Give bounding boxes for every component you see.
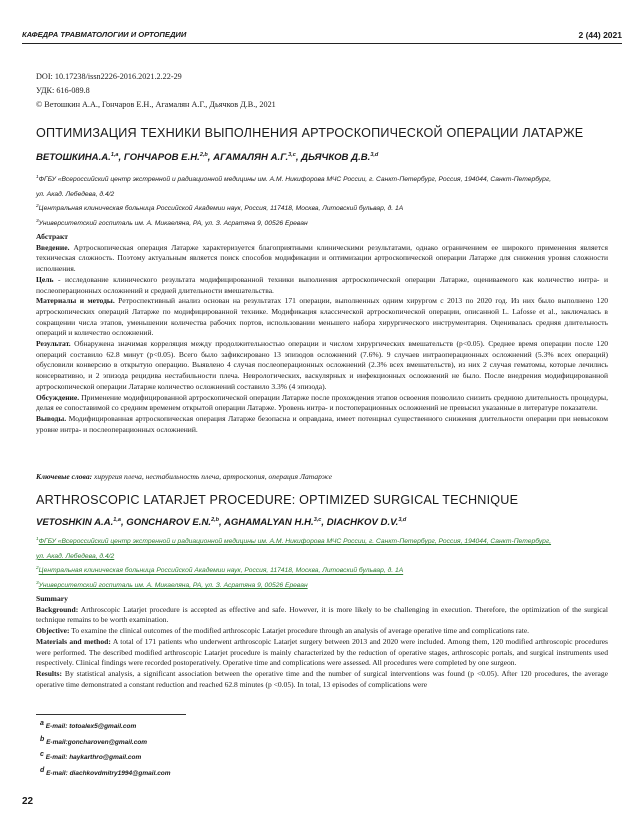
abstract-ru [36, 232, 608, 435]
issue-number: 2 (44) 2021 [578, 30, 622, 40]
abstract-heading: Summary [36, 594, 68, 603]
abstract-en [36, 594, 608, 690]
title-ru: ОПТИМИЗАЦИЯ ТЕХНИКИ ВЫПОЛНЕНИЯ АРТРОСКОПИЧЕСКОЙ ОПЕРАЦИИ ЛАТАРЖЕ [36, 126, 584, 140]
header-rule [22, 43, 622, 44]
affiliation-line: $^3$Университетский госпиталь им. А. Микаеляна, РА, ул. З. Асратяна 9, 00526 Ереван [36, 581, 308, 590]
author-name: ГОНЧАРОВ Е.Н. [123, 152, 200, 164]
running-header [22, 30, 622, 44]
keywords-label: Ключевые слова: [36, 472, 93, 481]
footnote-email: $^c$ E-mail: haykarthro@gmail.com [40, 751, 142, 762]
author-name: GONCHAROV E.N. [126, 517, 212, 529]
udc: УДК: 616-089.8 [36, 86, 90, 95]
author-name: ДЬЯЧКОВ Д.В. [301, 152, 371, 164]
affiliation-line: $^3$Университетский госпиталь им. А. Микаеляна, РА, ул. З. Асратяна 9, 00526 Ереван [36, 219, 308, 228]
author-name: ВЕТОШКИНА.А. [36, 152, 111, 164]
page-number: 22 [22, 796, 34, 807]
abstract-heading: Абстракт [36, 232, 69, 241]
title-en: ARTHROSCOPIC LATARJET PROCEDURE: OPTIMIZED SURGICAL TECHNIQUE [36, 493, 519, 507]
abstract-section: Материалы и методы. Ретроспективный анализ основан на результатах 171 операции, выполненных одним хирургом с 2013 по 2020 год. Из них было выполнено 120 артроскопических операций Латарже по модифицированной технике. Модификация классической артроскопической операции, описанной L. Lafosse et al., заключалась в сокращении числа этапов, уменьшении количества рабочих портов, использовании меньшего набора хирургического инструментария. Оценивалась средняя длительность операций и количество осложнений. [36, 296, 608, 338]
abstract-section: Results: By statistical analysis, a significant association between the operative time and the number of surgical interventions was found (p <0.05). After 120 procedures, the average operative time demonstrated a constant reduction and reached 62.8 minutes (p <0.05). In total, 13 episodes of complications were [36, 668, 608, 689]
abstract-section: Обсуждение. Применение модифицированной артроскопической операции Латарже после прохождения этапов освоения позволило снизить среднюю длительность процедуры, делая ее сопоставимой со средним временем открытой операции Латарже. Уровень интра- и постоперационных осложнений не превысил указанные в литературе показатели. [36, 392, 608, 413]
footnotes [40, 718, 171, 781]
affiliation-line: $^1$ФГБУ «Всероссийский центр экстренной и радиационной медицины им. А.М. Никифорова МЧС России, г. Санкт-Петербург, Россия, 194044, Санкт-Петербург, [36, 537, 552, 546]
author-name: DIACHKOV D.V. [326, 517, 399, 529]
author-sup: 1,a [113, 517, 121, 523]
footnote-email: $^d$ E-mail: diachkovdmitry1994@gmail.com [40, 766, 171, 778]
author-name: VETOSHKIN A.A. [36, 517, 114, 529]
abstract-section: Результат. Обнаружена значимая корреляция между продолжительностью операции и числом хирургических вмешательств (p<0.05). Среднее время операции после 120 операций составило 62.8 минут (p<0.05). Всего было зафиксировано 13 эпизодов осложнений (7.6%). 9 случаев интраоперационных осложнений (5.3% всех операций) обусловили конверсию в открытую операцию. Выявлено 4 случая послеоперационных осложнений (2.3% всех вмешательств), из них 2 случая гематомы, которые лечились консервативно, и 2 эпизода рецидива нестабильности плеча. Неврологических, васкулярных и инфекционных осложнений не было. После внедрения модифицированной артроскопической операции Латарже количество осложнений составило 3.3% (4 эпизода). [36, 339, 608, 391]
affiliation-line: ул. Акад. Лебедева, д.4/2 [36, 190, 115, 198]
author-sup: 3,d [398, 517, 407, 523]
author-sup: 3,c [313, 517, 322, 523]
abstract-section: Background: Arthroscopic Latarjet procedure is accepted as effective and safe. However, it is more likely to be challenging in execution. Therefore, the optimization of the surgical technique remains to be worth examination. [36, 604, 608, 625]
affiliation-line: $^2$Центральная клиническая больница Российской Академии наук, Россия, 117418, Москва, Литовский бульвар, д. 1А [36, 204, 404, 213]
author-sup: 3,d [370, 152, 379, 158]
footnote-rule [36, 714, 186, 715]
footnote-email: $^b$ E-mail:goncharoven@gmail.com [40, 735, 148, 746]
author-sup: 3,c [288, 152, 296, 158]
author-sup: 2,b [211, 517, 220, 523]
abstract-section: Введение. Артроскопическая операция Латарже характеризуется благоприятными клиническими результатами, однако ограничением ее широкого применения является техническая сложность. Поэтому актуальным является поиск способов модификации и оптимизации артроскопической операции Латарже для снижения уровня сложности исполнения. [36, 242, 608, 274]
author-name: АГАМАЛЯН А.Г. [213, 152, 289, 164]
author-sup: 1,a [110, 152, 119, 158]
affiliations-en [36, 534, 616, 593]
abstract-section: Objective: To examine the clinical outcomes of the modified arthroscopic Latarjet procedure through an analysis of average operative time and complications rate. [36, 626, 530, 636]
footnote-email: $^a$ E-mail: totoalex5@gmail.com [40, 720, 137, 731]
copyright: © Ветошкин А.А., Гончаров Е.Н., Агамалян А.Г., Дьячков Д.В., 2021 [36, 100, 276, 109]
authors-en: VETOSHKIN A.A.$^{1,a}$, GONCHAROV E.N.$^{2,b}$, AGHAMALYAN H.H.$^{3,c}$, DIACHKOV D.V.$^{3,d}$ [36, 517, 407, 529]
affiliation-line: $^1$ФГБУ «Всероссийский центр экстренной и радиационной медицины им. А.М. Никифорова МЧС России, г. Санкт-Петербург, Россия, 194044, Санкт-Петербург, [36, 175, 552, 184]
doi[interactable]: DOI: 10.17238/issn2226-2016.2021.2.22-29 [36, 72, 182, 81]
author-sup: 2,b [199, 152, 208, 158]
abstract-section: Materials and method: A total of 171 patients who underwent arthroscopic Latarjet surgery between 2013 and 2020 were included. Among them, 120 modified arthroscopic procedures were performed. The described modified arthroscopic Latarjet procedure is mainly characterized by the reduction of operative stages, arthroscopic portals, and surgical instruments used respectively. Clinical findings were recorded postoperatively. Operative time and complications were assessed. All procedures were completed by one surgeon. [36, 636, 608, 668]
abstract-section: Выводы. Модифицированная артроскопическая операция Латарже безопасна и оправдана, имеет потенциал существенного снижения длительности операции при невысоком уровне интра- и послеоперационных осложнений. [36, 413, 608, 434]
authors-ru: ВЕТОШКИНА.А.$^{1,a}$, ГОНЧАРОВ Е.Н.$^{2,b}$, АГАМАЛЯН А.Г.$^{3,c}$, ДЬЯЧКОВ Д.В.$^{3,d}$ [36, 152, 379, 164]
journal-section: КАФЕДРА ТРАВМАТОЛОГИИ И ОРТОПЕДИИ [22, 30, 187, 39]
abstract-section: Цель - исследование клинического результата модифицированной техники выполнения артроскопической операции Латарже, оцениваемого как количество интра- и послеоперационных осложнений и средней длительности вмешательства. [36, 274, 608, 295]
author-name: AGHAMALYAN H.H. [224, 517, 314, 529]
keywords-list: хирургия плеча, нестабильность плеча, артроскопия, операция Латарже [92, 472, 332, 481]
keywords-ru [36, 472, 332, 481]
affiliation-line: $^2$Центральная клиническая больница Российской Академии наук, Россия, 117418, Москва, Литовский бульвар, д. 1А [36, 566, 404, 575]
affiliation-line: ул. Акад. Лебедева, д.4/2 [36, 552, 115, 560]
affiliations-ru [36, 172, 616, 231]
